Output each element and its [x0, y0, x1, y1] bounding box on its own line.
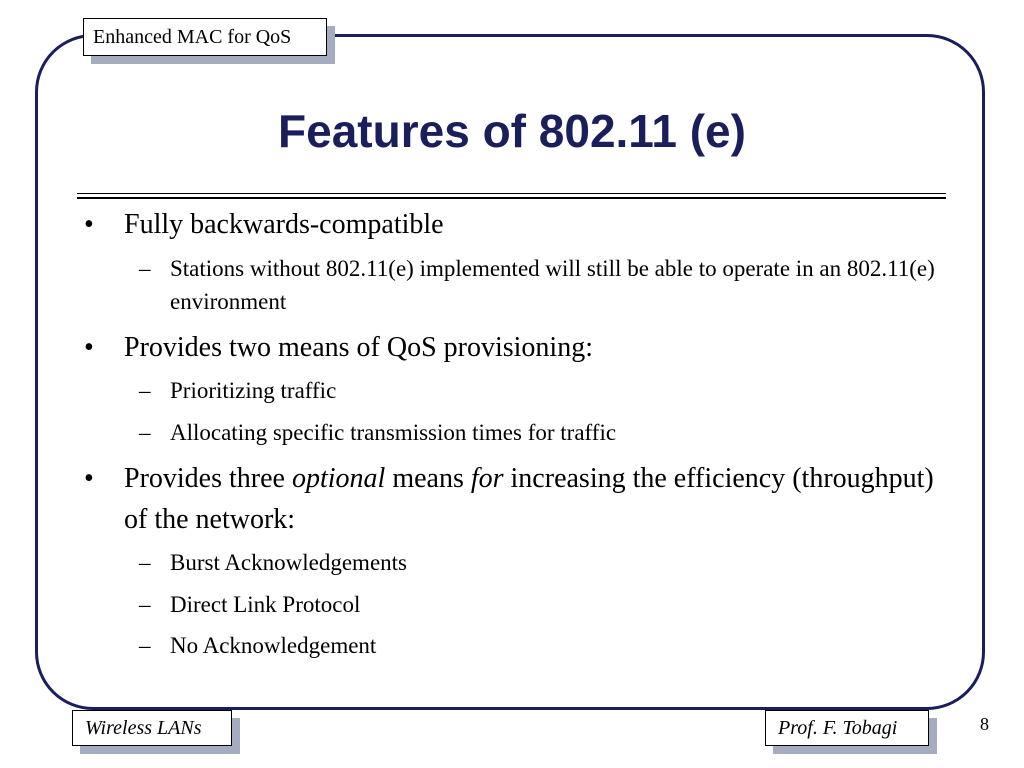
bullet-text: Provides two means of QoS provisioning: — [124, 332, 593, 363]
bullet-text-emphasis: for — [470, 463, 504, 494]
sub-item — [139, 629, 945, 662]
sub-item — [139, 374, 945, 407]
bullet-marker: • — [84, 332, 94, 363]
header-tag: Enhanced MAC for QoS — [83, 18, 327, 56]
bullet-text-part: increasing the efficiency (throughput) of the network: — [124, 463, 934, 535]
bullet-item — [84, 204, 944, 245]
bullet-text: Fully backwards-compatible — [124, 209, 444, 240]
sub-marker: – — [139, 592, 151, 617]
bullet-marker: • — [84, 209, 94, 240]
bullet-marker: • — [84, 463, 94, 494]
bullet-text-emphasis: optional — [291, 463, 386, 494]
sub-marker: – — [139, 550, 151, 575]
sub-item — [139, 416, 945, 449]
sub-marker: – — [139, 378, 151, 403]
bullet-item — [84, 458, 944, 540]
page-number: 8 — [980, 714, 989, 734]
sub-text: Prioritizing traffic — [170, 378, 337, 403]
sub-text: Stations without 802.11(e) implemented will still be able to operate in an 802.11(e) environment — [170, 256, 935, 314]
sub-item — [139, 252, 945, 318]
sub-text: Burst Acknowledgements — [170, 550, 407, 575]
bullet-item — [84, 327, 944, 368]
bullet-text-part: Provides three — [124, 463, 292, 494]
footer-left-tag: Wireless LANs — [72, 710, 232, 746]
sub-item — [139, 546, 945, 579]
sub-marker: – — [139, 256, 151, 281]
sub-text: No Acknowledgement — [170, 633, 377, 658]
sub-text: Direct Link Protocol — [170, 592, 361, 617]
bullet-text-part: means — [385, 463, 471, 494]
slide-title: Features of 802.11 (e) — [278, 105, 746, 157]
sub-marker: – — [139, 633, 151, 658]
sub-text: Allocating specific transmission times for traffic — [170, 420, 617, 445]
sub-marker: – — [139, 420, 151, 445]
sub-item — [139, 588, 945, 621]
footer-right-tag: Prof. F. Tobagi — [765, 710, 929, 746]
